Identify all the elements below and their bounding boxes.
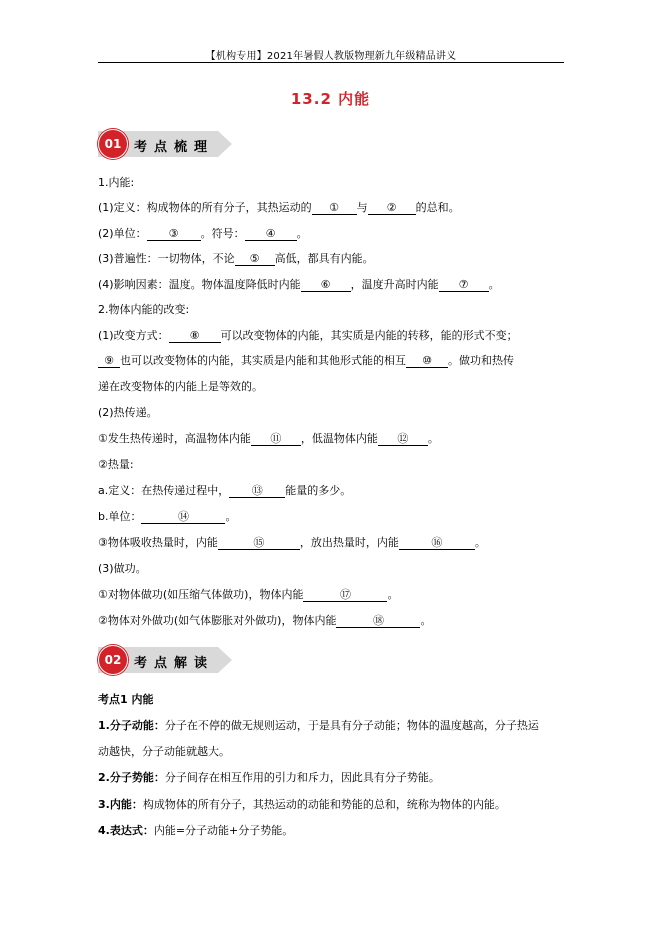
text: 。 (474, 536, 486, 549)
header-divider (98, 62, 564, 63)
line-15 (98, 535, 486, 550)
line-12: ②热量: (98, 458, 134, 471)
text: 。 (225, 510, 237, 523)
blank-9: ⑨ (98, 354, 120, 368)
text: 分子在不停的做无规则运动，于是具有分子动能；物体的温度越高，分子热运 (164, 719, 539, 732)
line-5 (98, 277, 500, 292)
term: 4.表达式： (98, 824, 154, 837)
text: 可以改变物体的内能，其实质是内能的转移，能的形式不变； (220, 329, 518, 342)
text: ，放出热量时，内能 (299, 536, 399, 549)
text: 也可以改变物体的内能，其实质是内能和其他形式能的相互 (120, 354, 406, 367)
explain-4 (98, 823, 293, 838)
text: ②物体对外做功(如气体膨胀对外做功)，物体内能 (98, 614, 337, 627)
text: 。 (296, 227, 308, 240)
term: 1.分子动能： (98, 719, 165, 732)
blank-4: ④ (245, 227, 297, 241)
blank-13: ⑬ (229, 484, 285, 498)
term: 2.分子势能： (98, 771, 165, 784)
text: 。 (427, 432, 439, 445)
blank-12: ⑫ (378, 432, 428, 446)
blank-2: ② (368, 201, 416, 215)
text: 。 (420, 614, 432, 627)
text: 。 (488, 278, 500, 291)
badge-label: 考点解读 (134, 656, 215, 671)
text: 能量的多少。 (285, 484, 352, 497)
text: 。 (387, 588, 399, 601)
blank-18: ⑱ (336, 614, 420, 628)
text: ①发生热传递时，高温物体内能 (98, 432, 251, 445)
blank-14: ⑭ (141, 510, 225, 524)
text: 。做功和热传 (448, 354, 514, 367)
text: 分子间存在相互作用的引力和斥力，因此具有分子势能。 (164, 771, 440, 784)
line-16: (3)做功。 (98, 562, 147, 575)
line-18 (98, 613, 431, 628)
blank-1: ① (312, 201, 357, 215)
blank-5: ⑤ (235, 252, 275, 266)
blank-10: ⑩ (406, 354, 448, 368)
text: ，温度升高时内能 (350, 278, 439, 291)
badge-number: 01 (98, 129, 128, 159)
explain-3 (98, 797, 506, 812)
page-header: 【机构专用】2021年暑假人教版物理新九年级精品讲义 (205, 51, 457, 62)
line-11 (98, 431, 439, 446)
explain-2 (98, 770, 440, 785)
text: (4)影响因素：温度。物体温度降低时内能 (98, 278, 301, 291)
text: 与 (356, 201, 368, 214)
explain-1b: 动越快，分子动能就越大。 (98, 745, 230, 758)
text: 的总和。 (415, 201, 460, 214)
text: 高低，都具有内能。 (274, 252, 374, 265)
blank-11: ⑪ (251, 432, 301, 446)
blank-8: ⑧ (169, 329, 221, 343)
text: ①对物体做功(如压缩气体做功)，物体内能 (98, 588, 304, 601)
blank-15: ⑮ (218, 536, 300, 550)
text: (1)改变方式： (98, 329, 169, 342)
line-6: 2.物体内能的改变: (98, 303, 190, 316)
line-2 (98, 200, 460, 215)
line-17 (98, 587, 398, 602)
kp-heading: 考点1 内能 (98, 693, 154, 706)
line-9: 递在改变物体的内能上是等效的。 (98, 380, 263, 393)
page-title: 13.2 内能 (290, 90, 371, 108)
explain-1 (98, 718, 539, 733)
text: 。符号： (200, 227, 245, 240)
text: 构成物体的所有分子，其热运动的动能和势能的总和，统称为物体的内能。 (142, 798, 506, 811)
text: a.定义：在热传递过程中， (98, 484, 230, 497)
text: 内能=分子动能+分子势能。 (153, 824, 294, 837)
blank-7: ⑦ (439, 278, 489, 292)
text: ，低温物体内能 (300, 432, 378, 445)
text: (1)定义：构成物体的所有分子，其热运动的 (98, 201, 312, 214)
text: b.单位： (98, 510, 142, 523)
badge-number: 02 (98, 645, 128, 675)
line-14 (98, 509, 236, 524)
line-7 (98, 328, 518, 343)
line-4 (98, 251, 374, 266)
line-10: (2)热传递。 (98, 406, 158, 419)
blank-17: ⑰ (303, 588, 387, 602)
term: 3.内能： (98, 798, 143, 811)
line-8 (98, 353, 514, 368)
line-13 (98, 483, 351, 498)
text: ③物体吸收热量时，内能 (98, 536, 218, 549)
line-1: 1.内能: (98, 176, 135, 189)
line-3 (98, 226, 308, 241)
text: (2)单位： (98, 227, 147, 240)
text: (3)普遍性：一切物体，不论 (98, 252, 235, 265)
blank-3: ③ (147, 227, 201, 241)
badge-label: 考点梳理 (134, 140, 215, 155)
blank-6: ⑥ (301, 278, 351, 292)
blank-16: ⑯ (399, 536, 475, 550)
